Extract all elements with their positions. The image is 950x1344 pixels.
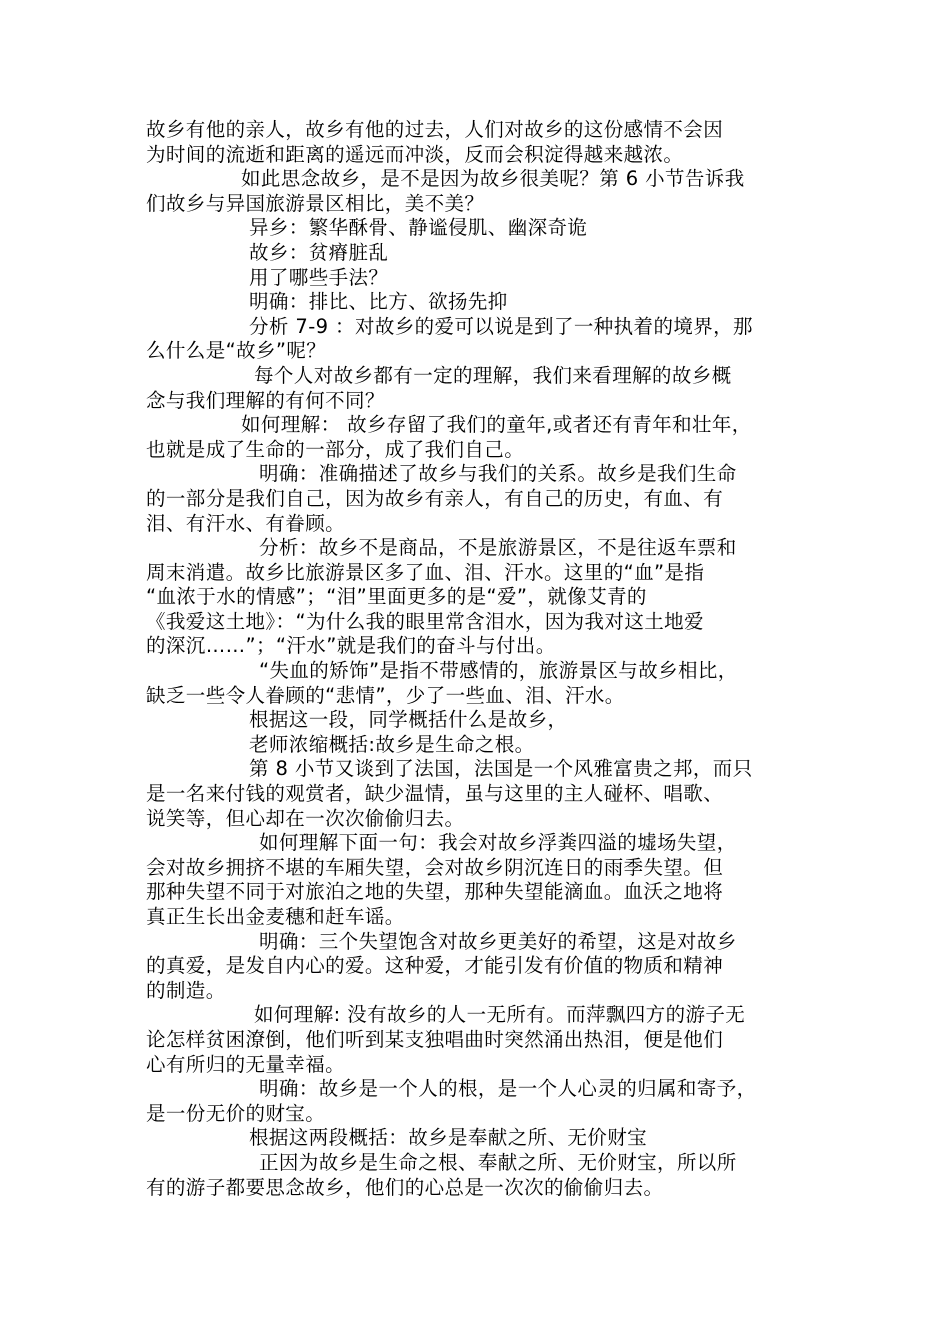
text-line: 明确：排比、比方、欲扬先抑 [249,290,508,314]
text-line: 泪、有汗水、有眷顾。 [146,511,346,535]
text-line: 第 8 小节又谈到了法国，法国是一个风雅富贵之邦，而只 [249,757,753,781]
text-line: 如此思念故乡，是不是因为故乡很美呢？第 6 小节告诉我 [241,167,745,191]
text-line: 明确：故乡是一个人的根，是一个人心灵的归属和寄予， [259,1077,757,1101]
text-line: 缺乏一些令人眷顾的“悲情”，少了一些血、泪、汗水。 [146,683,625,707]
text-line: 为时间的流逝和距离的遥远而冲淡，反而会积淀得越来越浓。 [146,142,684,166]
text-line: 的一部分是我们自己，因为故乡有亲人，有自己的历史，有血、有 [146,486,724,510]
text-line: 明确：准确描述了故乡与我们的关系。故乡是我们生命 [259,462,737,486]
text-line: 老师浓缩概括:故乡是生命之根。 [249,732,535,756]
text-line: 的真爱，是发自内心的爱。这种爱，才能引发有价值的物质和精神 [146,954,724,978]
text-line: 是一份无价的财宝。 [146,1101,326,1125]
text-line: 异乡：繁华酥骨、静谧侵肌、幽深奇诡 [249,216,588,240]
text-line: 如何理解： 故乡存留了我们的童年,或者还有青年和壮年， [241,413,752,437]
text-line: 用了哪些手法？ [249,265,389,289]
text-line: 《我爱这土地》：“为什么我的眼里常含泪水，因为我对这土地爱 [146,609,704,633]
text-line: 那种失望不同于对旅泊之地的失望，那种失望能滴血。血沃之地将 [146,880,724,904]
text-line: 根据这两段概括：故乡是奉献之所、无价财宝 [249,1126,648,1150]
text-line: 么什么是“故乡”呢？ [146,339,327,363]
text-line: 说笑等，但心却在一次次偷偷归去。 [146,806,465,830]
text-line: 故乡有他的亲人，故乡有他的过去，人们对故乡的这份感情不会因 [146,118,724,141]
text-line: 明确：三个失望饱含对故乡更美好的希望，这是对故乡 [259,929,737,953]
text-line: 心有所归的无量幸福。 [146,1052,346,1076]
text-line: 分析 7-9 ：对故乡的爱可以说是到了一种执着的境界，那 [249,314,753,338]
text-line: 正因为故乡是生命之根、奉献之所、无价财宝，所以所 [259,1150,737,1174]
text-line: 分析：故乡不是商品，不是旅游景区，不是往返车票和 [259,536,737,560]
text-line: 如何理解: 没有故乡的人一无所有。而萍飘四方的游子无 [254,1003,746,1027]
text-line: 的制造。 [146,978,226,1002]
text-line: 念与我们理解的有何不同？ [146,388,385,412]
text-line: 也就是成了生命的一部分，成了我们自己。 [146,437,525,461]
text-line: 的深沉……”；“汗水”就是我们的奋斗与付出。 [146,634,556,658]
text-line: 有的游子都要思念故乡，他们的心总是一次次的偷偷归去。 [146,1175,664,1199]
text-line: 是一名来付钱的观赏者，缺少温情，虽与这里的主人碰杯、唱歌、 [146,782,724,806]
text-line: 每个人对故乡都有一定的理解，我们来看理解的故乡概 [254,363,732,387]
text-line: “血浓于水的情感”；“泪”里面更多的是“爱”，就像艾青的 [146,585,647,609]
text-line: 论怎样贫困潦倒，他们听到某支独唱曲时突然涌出热泪，便是他们 [146,1027,724,1051]
text-line: 故乡：贫瘠脏乱 [249,240,389,264]
text-line: 们故乡与异国旅游景区相比，美不美？ [146,191,485,215]
text-line: 真正生长出金麦穗和赶车谣。 [146,905,405,928]
text-line: 根据这一段，同学概括什么是故乡， [249,708,568,732]
document-body [146,118,810,1200]
text-line: 会对故乡拥挤不堪的车厢失望，会对故乡阴沉连日的雨季失望。但 [146,855,724,879]
text-line: 周末消遣。故乡比旅游景区多了血、泪、汗水。这里的“血”是指 [146,560,705,584]
text-line: “失血的矫饰”是指不带感情的，旅游景区与故乡相比， [259,659,738,683]
text-line: 如何理解下面一句：我会对故乡浮粪四溢的墟场失望， [259,831,737,855]
